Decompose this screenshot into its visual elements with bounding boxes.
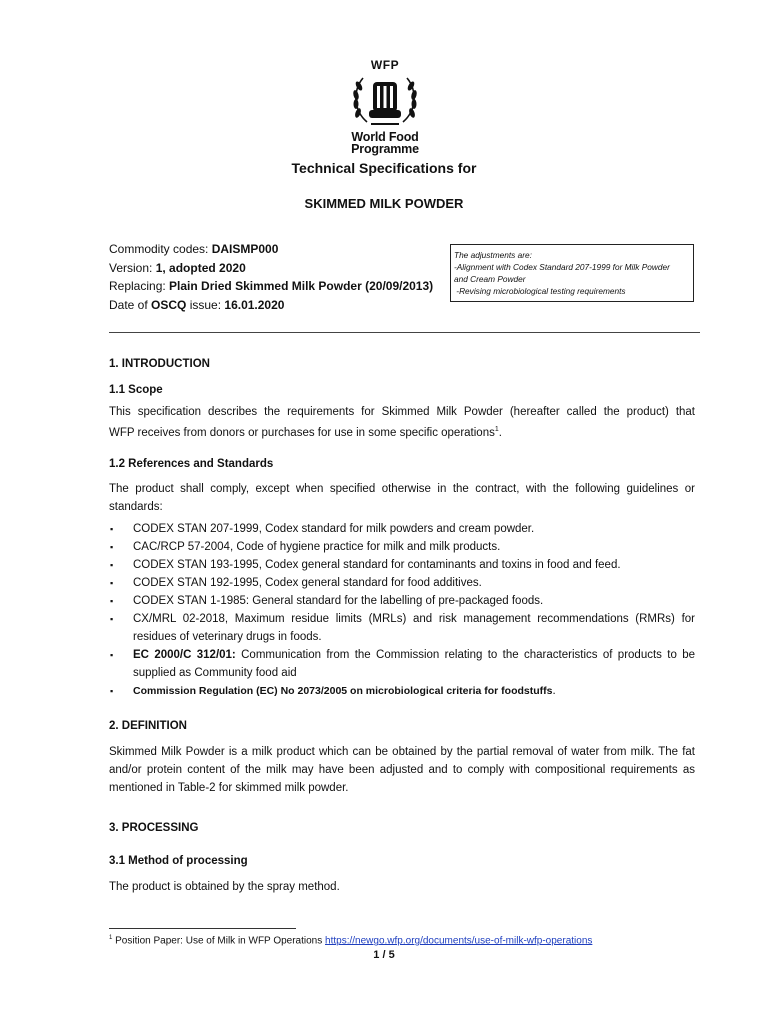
commodity-codes <box>109 240 433 259</box>
subsection-heading: 1.1 Scope <box>109 384 163 396</box>
scope-end: . <box>498 426 502 439</box>
version-label: Version: <box>109 260 156 275</box>
date-label: Date of <box>109 297 152 312</box>
footnote-divider <box>109 928 296 929</box>
list-item: ▪ CX/MRL 02-2018, Maximum residue limits (MRLs) and risk management recommendations (RMRs) for residues of veterinary drugs in foods. <box>109 610 695 646</box>
footnote-text: Position Paper: Use of Milk in WFP Operations <box>112 935 326 947</box>
wfp-logo <box>340 58 430 160</box>
list-item: ▪ CAC/RCP 57-2004, Code of hygiene practice for milk and milk products. <box>109 538 695 556</box>
adjustments-box <box>450 244 694 302</box>
logo-acronym: WFP <box>370 58 400 72</box>
version <box>109 259 433 278</box>
list-item: ▪ CODEX STAN 192-1995, Codex general standard for food additives. <box>109 574 695 592</box>
subsection-heading: 3.1 Method of processing <box>109 855 248 867</box>
replacing-value: Plain Dried Skimmed Milk Powder (20/09/2013) <box>169 279 434 293</box>
adjustments-line: -Alignment with Codex Standard 207-1999 for Milk Powder <box>454 262 670 272</box>
logo-name-line2: Programme <box>351 142 419 156</box>
replacing-label: Replacing: <box>109 279 170 293</box>
issue-date <box>109 296 433 315</box>
references-list <box>109 520 695 700</box>
method-paragraph: The product is obtained by the spray method. <box>109 881 340 893</box>
date-value: 16.01.2020 <box>224 297 285 312</box>
refs-line: standards: <box>109 501 163 513</box>
list-item <box>109 682 695 700</box>
list-item: ▪ CODEX STAN 1-1985: General standard for the labelling of pre-packaged foods. <box>109 592 695 610</box>
section-heading: 2. DEFINITION <box>109 720 187 732</box>
definition-paragraph: Skimmed Milk Powder is a milk product which can be obtained by the partial removal of water from milk. The fat and/or protein content of the milk may have been adjusted and to comply with compositional requirements as mentioned in Table-2 for skimmed milk powder. <box>109 746 695 794</box>
adjustments-line: and Cream Powder <box>454 274 526 284</box>
list-item: ▪ CODEX STAN 193-1995, Codex general standard for contaminants and toxins in food and feed. <box>109 556 695 574</box>
footnote-mark: 1 <box>109 935 113 941</box>
version-value: 1, adopted 2020 <box>155 260 246 275</box>
date-oscq: OSCQ <box>151 297 187 312</box>
document-title: Technical Specifications for <box>291 160 477 176</box>
list-item <box>109 646 695 682</box>
ref-ec-bold: EC 2000/C 312/01: <box>133 649 236 661</box>
section-heading: 3. PROCESSING <box>109 822 199 834</box>
date-mid: issue: <box>186 297 225 312</box>
refs-line: The product shall comply, except when specified otherwise in the contract, with the following guidelines or <box>109 483 695 495</box>
scope-line: This specification describes the requirements for Skimmed Milk Powder (hereafter called the product) that <box>109 406 695 418</box>
divider <box>109 332 700 333</box>
adjustments-line: -Revising microbiological testing requirements <box>454 286 626 296</box>
footnote-link[interactable]: https://newgo.wfp.org/documents/use-of-milk-wfp-operations <box>325 935 593 947</box>
page-number: 1 / 5 <box>373 949 395 961</box>
codes-value: DAISMP000 <box>211 242 279 256</box>
footnote-ref[interactable]: 1 <box>494 426 499 433</box>
logo-name-line1: World Food <box>351 130 419 144</box>
refs-intro <box>109 480 695 516</box>
ref-regulation-end: . <box>552 685 556 697</box>
scope-line: WFP receives from donors or purchases for use in some specific operations <box>109 426 495 439</box>
document-subtitle: SKIMMED MILK POWDER <box>304 196 464 211</box>
adjustments-line: The adjustments are: <box>454 250 532 260</box>
scope-paragraph <box>109 403 695 442</box>
section-heading: 1. INTRODUCTION <box>109 358 210 370</box>
wheat-wreath-icon <box>349 72 421 130</box>
codes-label: Commodity codes: <box>109 242 212 256</box>
ref-regulation: Commission Regulation (EC) No 2073/2005 on microbiological criteria for foodstuffs <box>133 685 553 697</box>
replacing <box>109 277 433 296</box>
list-item: ▪ CODEX STAN 207-1999, Codex standard for milk powders and cream powder. <box>109 520 695 538</box>
document-meta <box>109 240 433 314</box>
footnote <box>109 935 592 946</box>
subsection-heading: 1.2 References and Standards <box>109 458 274 470</box>
ref-ec-text: Communication from the Commission relating to the characteristics of products to be supplied as Community food aid <box>133 649 695 679</box>
logo-name <box>340 131 430 155</box>
